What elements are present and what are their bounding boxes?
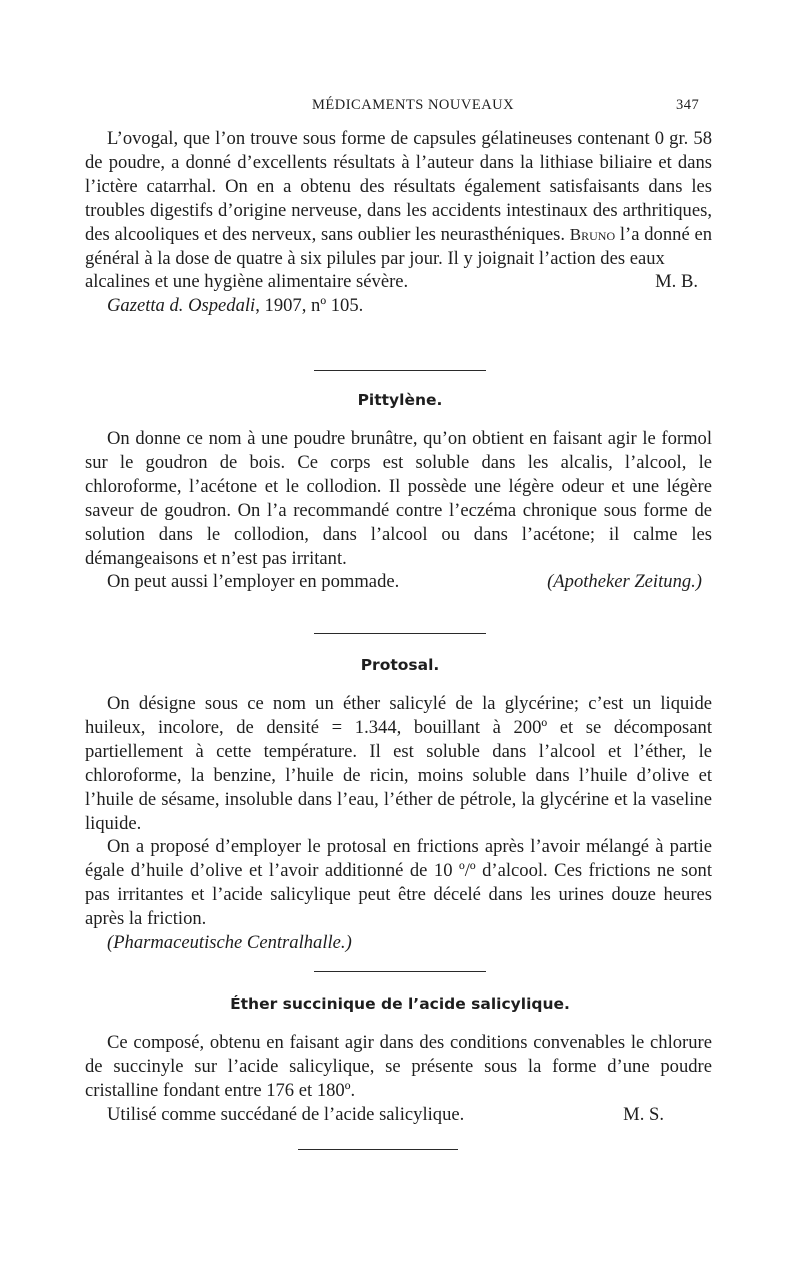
pittylene-title: Pittylène. — [357, 391, 443, 409]
section-divider — [298, 1149, 458, 1150]
section-divider — [314, 633, 486, 634]
ovogal-source-journal: Gazetta d. Ospedali — [107, 295, 256, 317]
pittylene-paragraph-1: On donne ce nom à une poudre brunâtre, qu’on obtient en faisant agir le formol sur le goudron de bois. Ce corps est soluble dans les alcalis, l’alcool, le chloroforme, l’acétone et le collodion. Il possède une légère odeur et une légère saveur de goudron. On l’a recommandé contre l’eczéma chronique sous forme de solution dans le collodion, dans l’alcool ou dans l’acétone; il calme les démangeaisons et n’est pas irritant. — [85, 428, 712, 569]
ovogal-last-line-text: alcalines et une hygiène alimentaire sévère. — [85, 271, 409, 293]
ether-paragraph-2-text: Utilisé comme succédané de l’acide salicylique. — [107, 1103, 465, 1125]
section-divider — [314, 971, 486, 972]
ether-signature: M. S. — [623, 1103, 664, 1125]
page-number: 347 — [676, 97, 700, 113]
ovogal-section — [85, 127, 712, 318]
ovogal-paragraph — [85, 127, 712, 270]
ovogal-source-rest: , 1907, nº 105. — [255, 295, 364, 317]
protosal-section — [85, 692, 712, 955]
pittylene-section — [85, 427, 712, 594]
ovogal-source — [85, 294, 712, 318]
ovogal-signature: M. B. — [655, 271, 698, 293]
ether-section — [85, 1031, 712, 1127]
protosal-heading — [0, 656, 800, 674]
author-name: Bruno — [569, 224, 616, 244]
running-head — [0, 97, 800, 119]
ether-title: Éther succinique de l’acide salicylique. — [230, 995, 570, 1013]
ether-paragraph-2 — [85, 1103, 712, 1127]
pittylene-paragraph-2 — [85, 570, 712, 594]
pittylene-source: (Apotheker Zeitung.) — [547, 571, 702, 593]
pittylene-paragraph-2-text: On peut aussi l’employer en pommade. — [107, 571, 400, 593]
ovogal-last-line — [85, 270, 712, 294]
ovogal-text-continued: l’a donné en général à la dose de quatre à six pilules par jour. Il y joignait l’action des eaux — [85, 223, 712, 269]
pittylene-heading — [0, 391, 800, 409]
ether-paragraph-1: Ce composé, obtenu en faisant agir dans des conditions convenables le chlorure de succinyle sur l’acide salicylique, se présente sous la forme d’une poudre cristalline fondant entre 176 et 180º. — [85, 1032, 712, 1101]
ether-heading — [0, 995, 800, 1013]
ovogal-text: L’ovogal, que l’on trouve sous forme de capsules gélatineuses contenant 0 gr. 58 de poudre, a donné d’excellents résultats à l’auteur dans la lithiase biliaire et dans l’ictère catarrhal. On en a obtenu des résultats également satisfaisants dans les troubles digestifs d’origine nerveuse, dans les accidents intestinaux des arthritiques, des alcooliques et des nerveux, sans oublier les neurasthéniques. — [85, 128, 712, 245]
section-divider — [314, 370, 486, 371]
running-title: MÉDICAMENTS NOUVEAUX — [312, 97, 515, 113]
protosal-paragraph-1: On désigne sous ce nom un éther salicylé de la glycérine; c’est un liquide huileux, incolore, de densité = 1.344, bouillant à 200º et se décomposant partiellement à cette température. Il est soluble dans l’alcool et l’éther, le chloroforme, la benzine, l’huile de ricin, moins soluble dans l’huile d’olive et l’huile de sésame, insoluble dans l’eau, l’éther de pétrole, la glycérine et la vaseline liquide. — [85, 693, 712, 834]
protosal-source: (Pharmaceutische Centralhalle.) — [107, 932, 352, 954]
protosal-title: Protosal. — [360, 656, 440, 674]
protosal-paragraph-2: On a proposé d’employer le protosal en frictions après l’avoir mélangé à partie égale d’huile d’olive et l’avoir additionné de 10 º/º d’alcool. Ces frictions ne sont pas irritantes et l’acide salicylique peut être décelé dans les urines douze heures après la friction. — [85, 836, 712, 930]
